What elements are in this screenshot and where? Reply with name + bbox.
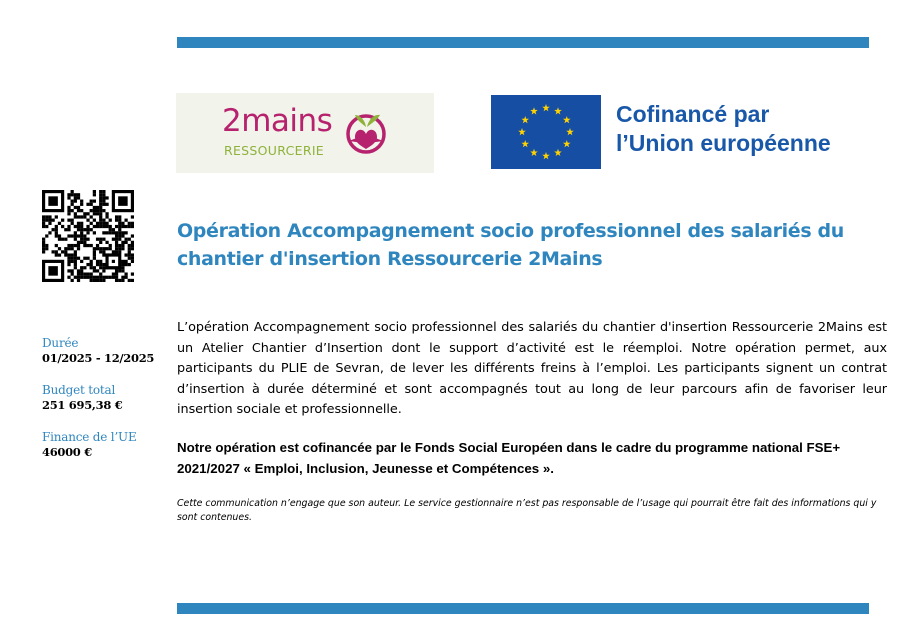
eu-stars [491,95,601,169]
qr-code-icon[interactable] [42,190,134,282]
budget-value: 251 695,38 € [42,398,123,412]
eu-label-line2: l’Union européenne [616,130,831,156]
eu-label-line1: Cofinancé par [616,101,770,127]
duration-label: Durée [42,336,79,350]
eu-star [554,149,562,156]
eu-star [566,128,574,135]
partner-logo-name: 2mains [222,103,333,139]
operation-description: L’opération Accompagnement socio professionnel des salariés du chantier d'insertion Ressourcerie 2Mains est un Atelier Chantier d’Insertion dont le support d’activité est le réemploi. Notre opération permet, aux participants du PLIE de Sevran, de lever les différents freins à l’emploi. Les participants signent un contrat d’insertion à durée déterminé et sont accompagnés tout au long de leur parcours afin de favoriser leur insertion sociale et professionnelle. [177,320,887,417]
top-accent-bar [177,37,869,48]
eu-funding-label: Finance de l’UE [42,430,137,444]
partner-logo-subtitle: RESSOURCERIE [224,143,324,158]
eu-star [563,140,571,147]
duration-value: 01/2025 - 12/2025 [42,351,155,365]
eu-star [521,140,529,147]
eu-star [518,128,526,135]
operation-summary [42,336,167,477]
bottom-accent-bar [177,603,869,614]
eu-star [554,107,562,114]
eu-star [530,149,538,156]
eu-star [542,104,550,111]
hands-heart-icon [341,107,395,157]
eu-star [563,116,571,123]
page-title: Opération Accompagnement socio professionnel des salariés du chantier d'insertion Ressourcerie 2Mains [177,220,844,270]
eu-cofinancing-label [616,100,831,158]
eu-flag-icon [491,95,601,169]
budget-label: Budget total [42,383,116,397]
partner-logo [176,93,434,173]
eu-funding-value: 46000 € [42,445,92,459]
eu-star [530,107,538,114]
eu-star [542,152,550,159]
eu-star [521,116,529,123]
cofinancing-statement: Notre opération est cofinancée par le Fonds Social Européen dans le cadre du programme national FSE+ 2021/2027 « Emploi, Inclusion, Jeunesse et Compétences ». [177,440,841,476]
disclaimer: Cette communication n’engage que son auteur. Le service gestionnaire n’est pas responsable de l’usage qui pourrait être fait des informations qui y sont contenues. [177,498,877,523]
